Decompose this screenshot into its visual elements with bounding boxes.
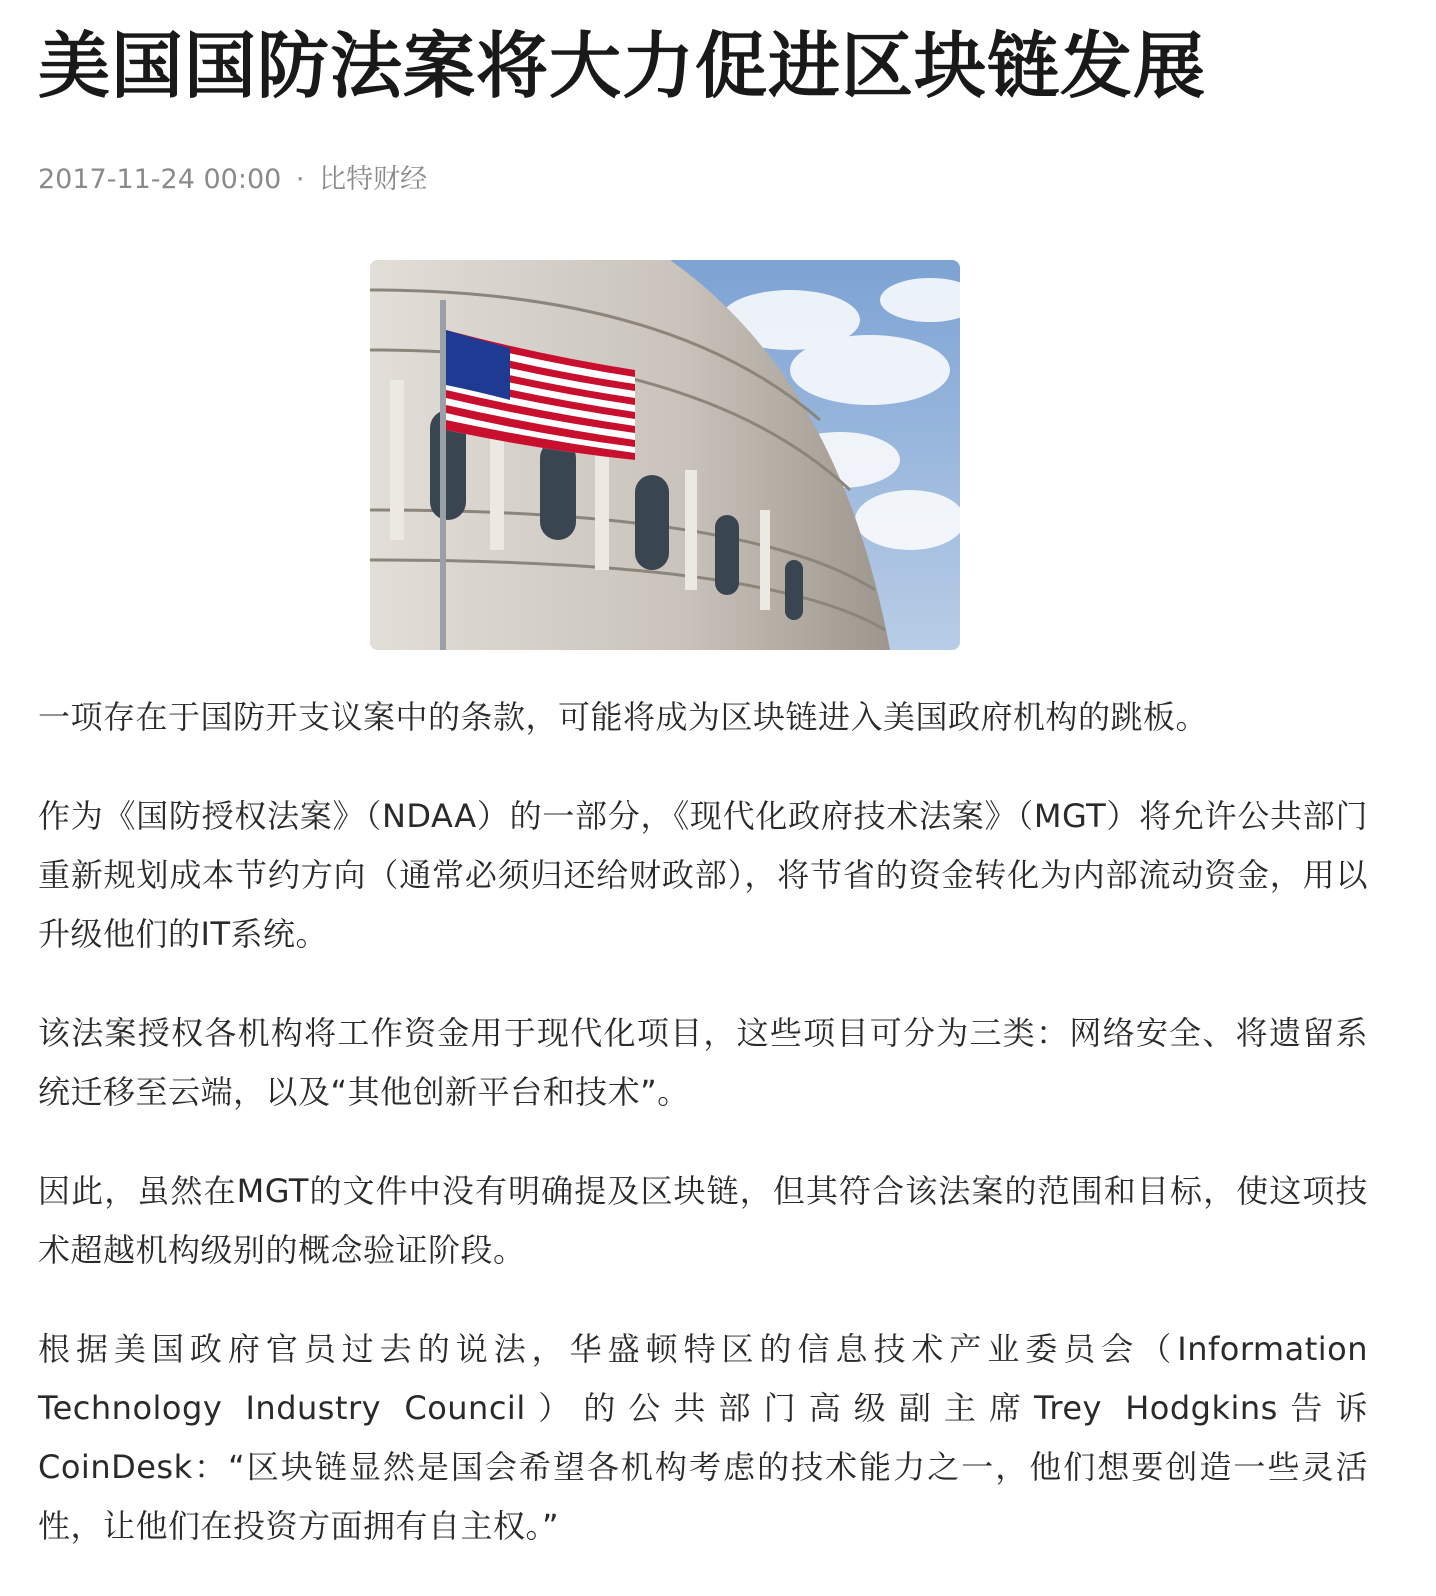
article-body [38, 688, 1368, 1596]
paragraph: 一项存在于国防开支议案中的条款，可能将成为区块链进入美国政府机构的跳板。 [38, 698, 1209, 736]
article-meta [38, 162, 1368, 198]
publish-date: 2017-11-24 00:00 [38, 164, 282, 195]
meta-separator: · [295, 164, 305, 195]
flag-pole [440, 300, 446, 650]
capitol-flag-illustration [370, 260, 960, 650]
paragraph: 该法案授权各机构将工作资金用于现代化项目，这些项目可分为三类：网络安全、将遗留系统迁移至云端，以及“其他创新平台和技术”。 [38, 1014, 1368, 1111]
article-title: 美国国防法案将大力促进区块链发展 [38, 24, 1207, 108]
paragraph: 因此，虽然在MGT的文件中没有明确提及区块链，但其符合该法案的范围和目标，使这项技术超越机构级别的概念验证阶段。 [38, 1172, 1368, 1269]
article-header [38, 0, 1368, 198]
article-image [370, 260, 960, 650]
paragraph: 作为《国防授权法案》（NDAA）的一部分，《现代化政府技术法案》（MGT）将允许公共部门重新规划成本节约方向（通常必须归还给财政部），将节省的资金转化为内部流动资金，用以升级他们的IT系统。 [38, 797, 1368, 953]
paragraph: 根据美国政府官员过去的说法，华盛顿特区的信息技术产业委员会（Information Technology Industry Council）的公共部门高级副主席Trey Hodgkins告诉CoinDesk：“区块链显然是国会希望各机构考虑的技术能力之一，他们想要创造一些灵活性，让他们在投资方面拥有自主权。” [38, 1330, 1368, 1545]
source-name: 比特财经 [319, 164, 428, 195]
